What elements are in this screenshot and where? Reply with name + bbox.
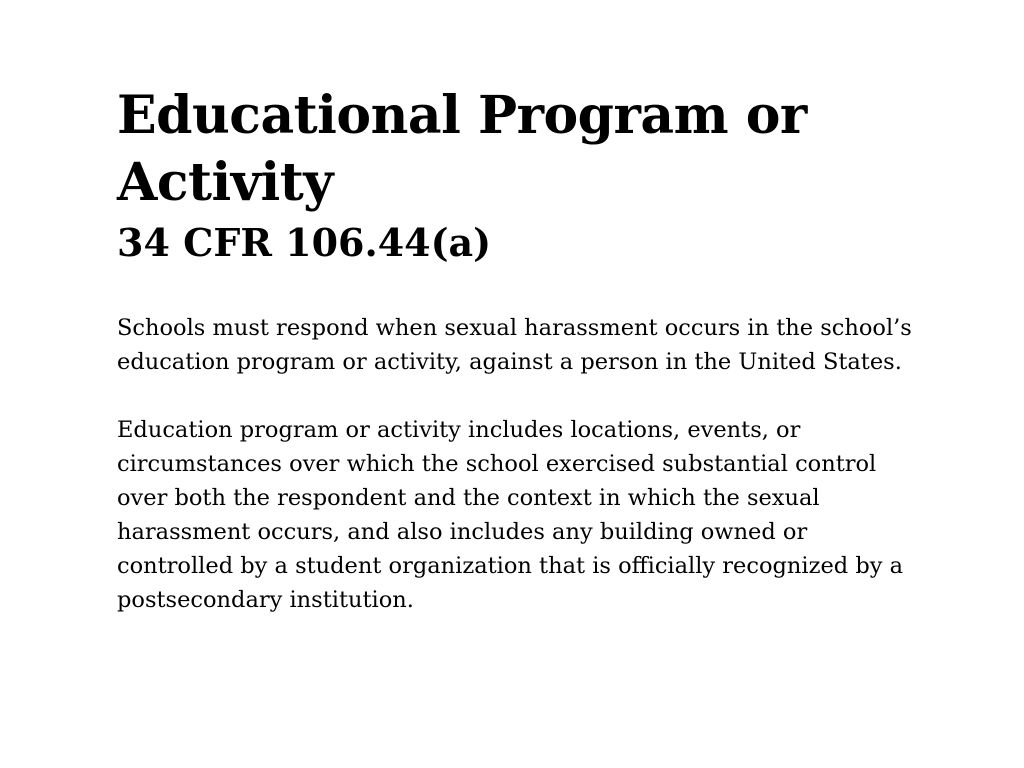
slide-title: Educational Program or Activity [117, 85, 807, 213]
body-paragraph-response-requirement: Schools must respond when sexual harassment occurs in the school’s education program or activity, against a person in the United States. [117, 315, 912, 375]
regulation-citation: 34 CFR 106.44(a) [117, 220, 492, 265]
slide-content [117, 82, 917, 617]
body-paragraph-program-definition: Education program or activity includes locations, events, or circumstances over which the school exercised substantial control over both the respondent and the context in which the sexual harassment occurs, and also includes any building owned or controlled by a student organization that is officially recognized by a postsecondary institution. [117, 417, 904, 613]
